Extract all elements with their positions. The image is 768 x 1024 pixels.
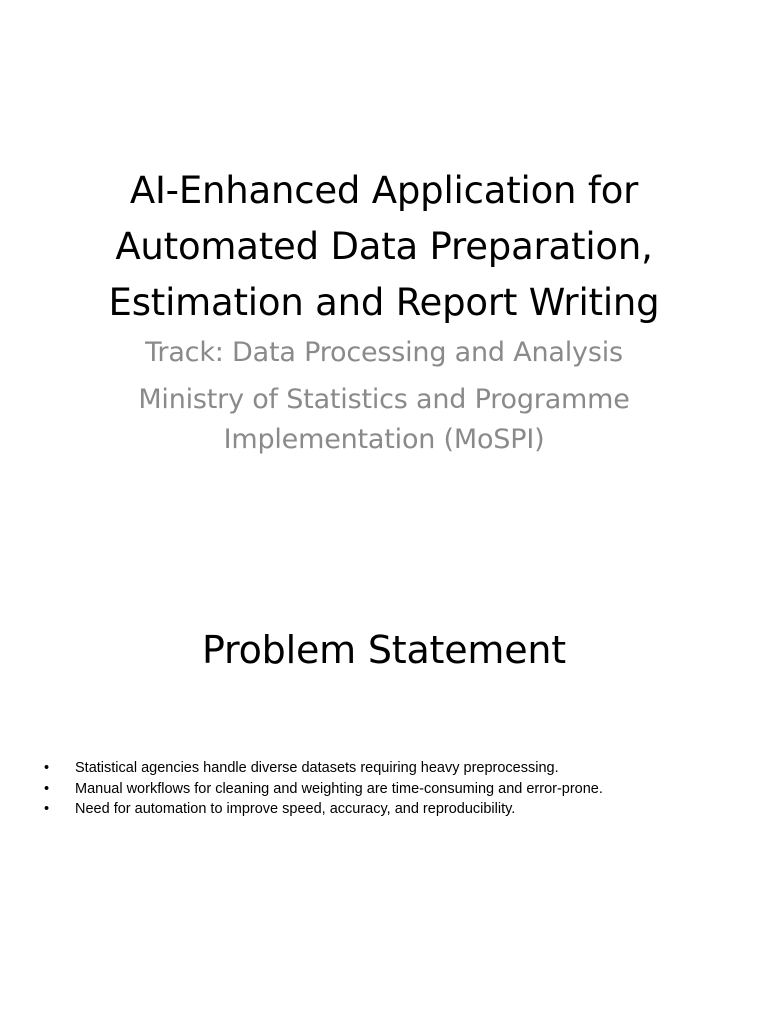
bullet-text: Statistical agencies handle diverse datasets requiring heavy preprocessing. <box>75 760 559 776</box>
ministry-subtitle <box>0 380 768 460</box>
bullet-text: Need for automation to improve speed, accuracy, and reproducibility. <box>75 801 516 817</box>
track-subtitle: Track: Data Processing and Analysis <box>145 337 623 368</box>
bullet-icon: • <box>44 760 50 776</box>
bullet-icon: • <box>44 780 50 797</box>
bullet-icon: • <box>44 801 50 817</box>
slide-title <box>0 163 768 331</box>
bullet-text: Manual workflows for cleaning and weighting are time-consuming and error-prone. <box>75 780 603 797</box>
bullet-item <box>44 779 603 800</box>
title-line-3: Estimation and Report Writing <box>108 281 660 324</box>
bullet-item <box>44 758 603 779</box>
problem-statement-heading: Problem Statement <box>201 628 566 672</box>
bullet-item <box>44 799 603 820</box>
problem-bullet-list <box>44 758 603 820</box>
ministry-line-2: Implementation (MoSPI) <box>223 424 545 455</box>
title-line-2: Automated Data Preparation, <box>115 225 653 268</box>
title-line-1: AI-Enhanced Application for <box>129 169 639 212</box>
ministry-line-1: Ministry of Statistics and Programme <box>138 384 630 415</box>
